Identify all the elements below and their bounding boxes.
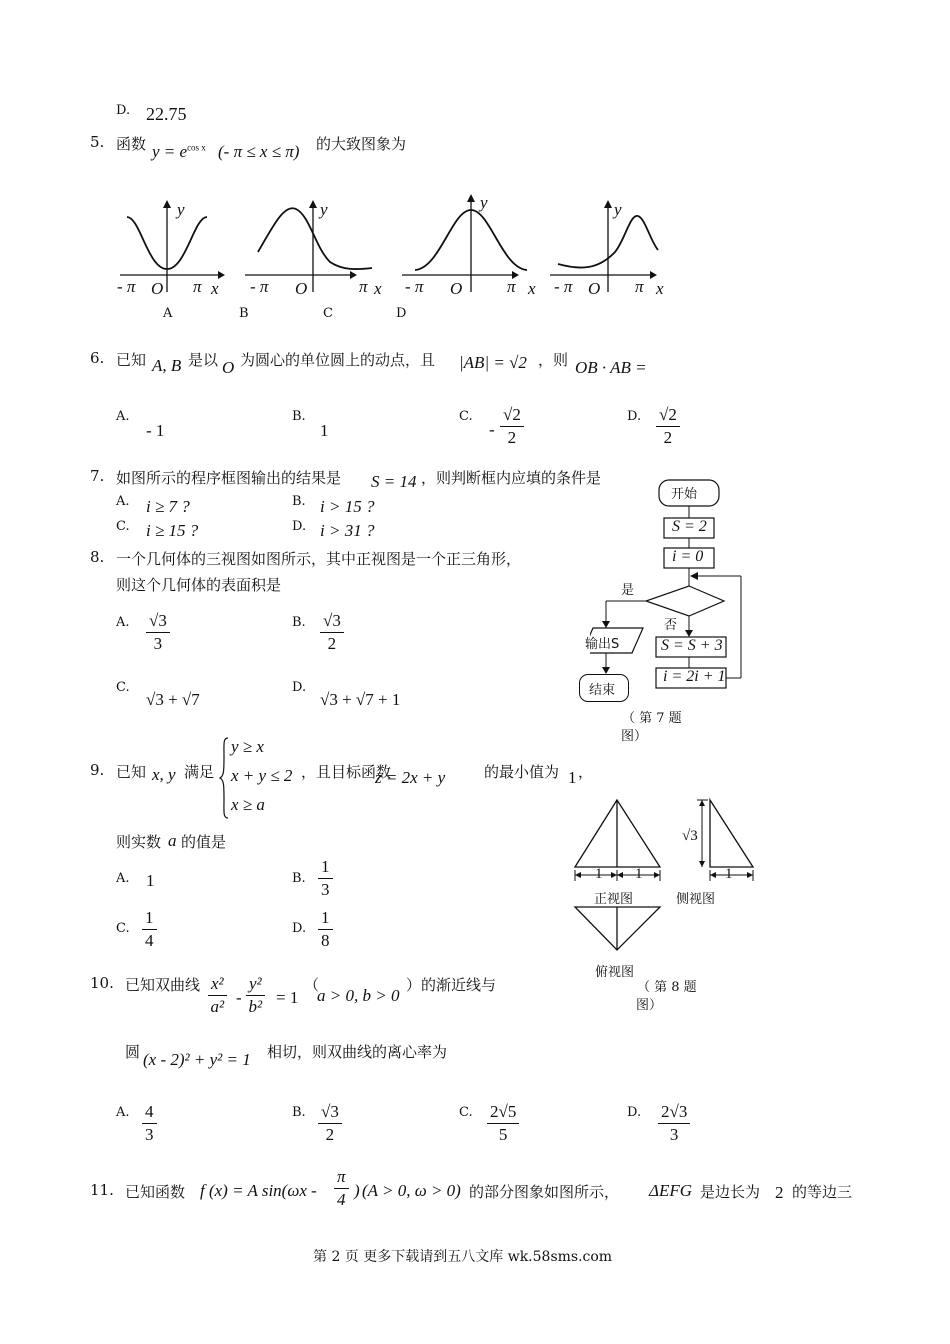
- front-view-dim-right: 1: [635, 866, 643, 882]
- q7-text: 如图所示的程序框图输出的结果是: [116, 469, 342, 487]
- q10-option-b-label: B.: [292, 1105, 306, 1120]
- flow-init-s-text: S = 2: [672, 518, 707, 535]
- graph-c-y-label: y: [480, 193, 488, 212]
- flow-start-text: 开始: [671, 487, 698, 502]
- q10-hyperbola-y-term: $\frac{\text{y²}}{\text{b²}}$: [246, 973, 265, 1018]
- graph-c-x-label: x: [528, 279, 536, 298]
- q10-text-1: 已知双曲线: [125, 976, 201, 994]
- q10-number: 10.: [90, 974, 114, 992]
- q9-option-b-label: B.: [292, 871, 306, 886]
- graph-d-x-label: x: [656, 279, 664, 298]
- q7-option-c-label: C.: [116, 519, 130, 534]
- q9-option-d-label: D.: [292, 921, 307, 936]
- q6-option-d-fraction: $\frac{√2}{2}$: [656, 404, 680, 449]
- q8-option-a-fraction: $\frac{√3}{3}$: [146, 610, 170, 655]
- q4-option-d-label: D.: [116, 103, 131, 118]
- q6-o: O: [222, 358, 235, 377]
- q8-caption-2: 图）: [636, 998, 663, 1013]
- q9-system-line-2: x + y ≤ 2: [231, 766, 293, 785]
- q9-text-2: 满足: [184, 763, 215, 781]
- q11-condition: (A > 0, ω > 0): [362, 1181, 461, 1200]
- q8-option-c-value: √3 + √7: [146, 690, 200, 709]
- q9-option-a-label: A.: [116, 871, 130, 886]
- flow-no-arrow: [685, 630, 693, 637]
- q5-number: 5.: [90, 133, 105, 151]
- graph-a-neg-pi: - π: [117, 277, 136, 296]
- q7-number: 7.: [90, 467, 105, 485]
- q8-option-b-label: B.: [292, 615, 306, 630]
- flow-update-i-text: i = 2i + 1: [663, 668, 726, 685]
- q7-caption-2: 图）: [621, 729, 648, 744]
- top-view-label: 俯视图: [595, 965, 635, 980]
- flow-output-text: 输出S: [585, 637, 620, 652]
- q6-option-b-value: 1: [320, 421, 329, 440]
- q10-line-2-b: 相切，则双曲线的离心率为: [267, 1043, 448, 1061]
- graph-d-y-arrow: [604, 200, 612, 208]
- graph-b-pi: π: [359, 277, 368, 296]
- side-view-height: √3: [682, 828, 698, 844]
- q10-option-b-fraction: $\frac{√3}{2}$: [318, 1101, 342, 1146]
- q11-function: f (x) = A sin(ωx -: [200, 1181, 317, 1200]
- q6-text-1: 已知: [116, 351, 147, 369]
- graph-label-d: D: [396, 306, 407, 321]
- graph-b-neg-pi: - π: [250, 277, 269, 296]
- graph-c-origin: O: [450, 279, 463, 298]
- q7-s-expr: S = 14: [371, 472, 417, 491]
- q9-number: 9.: [90, 761, 105, 779]
- flow-update-s-text: S = S + 3: [661, 637, 723, 654]
- graph-a-x-arrow: [218, 271, 225, 279]
- q6-text-3: 为圆心的单位圆上的动点，且: [240, 351, 436, 369]
- graph-b-origin: O: [295, 279, 308, 298]
- graph-label-b: B: [239, 306, 249, 321]
- q6-abs-expr: |AB| = √2: [459, 353, 527, 372]
- q5-formula: $y = e^{cos x}$: [152, 142, 206, 161]
- q10-option-d-fraction: $\frac{2√3}{3}$: [658, 1101, 690, 1146]
- q8-line-1: 一个几何体的三视图如图所示，其中正视图是一个正三角形，: [116, 550, 522, 568]
- flow-no-text: 否: [664, 618, 678, 633]
- q11-text-2: 的部分图象如图所示，: [469, 1183, 620, 1201]
- graph-label-a: A: [163, 306, 173, 321]
- q9-line-2-a: 则实数: [116, 833, 162, 851]
- q7-option-d-label: D.: [292, 519, 307, 534]
- flow-yes-text: 是: [621, 583, 635, 598]
- graph-label-c: C: [323, 306, 333, 321]
- q10-circle: (x - 2)² + y² = 1: [143, 1050, 251, 1069]
- q4-option-d-value: 22.75: [146, 104, 187, 124]
- q6-number: 6.: [90, 349, 105, 367]
- q9-system-brace: [218, 736, 230, 820]
- flow-yes-arrow: [602, 621, 610, 628]
- q8-number: 8.: [90, 548, 105, 566]
- q10-minus: -: [236, 988, 242, 1007]
- q8-option-c-label: C.: [116, 680, 130, 695]
- q11-text-3: 是边长为: [700, 1183, 761, 1201]
- q7-option-b-value: i > 15 ?: [320, 497, 375, 516]
- q9-line-2-b: 的值是: [181, 833, 227, 851]
- graph-a: [120, 200, 225, 292]
- q9-option-c-label: C.: [116, 921, 130, 936]
- q11-number: 11.: [90, 1181, 114, 1199]
- graph-a-origin: O: [151, 279, 164, 298]
- q6-text-2: 是以: [188, 351, 219, 369]
- q11-text-1: 已知函数: [125, 1183, 186, 1201]
- q9-line-2-var: a: [168, 831, 177, 850]
- q9-option-c-fraction: $\frac{1}{4}$: [142, 907, 157, 952]
- graph-a-y-arrow: [163, 200, 171, 208]
- q6-option-c-sign: -: [489, 420, 495, 439]
- q10-option-d-label: D.: [627, 1105, 642, 1120]
- graph-a-y-label: y: [177, 200, 185, 219]
- flow-decision-diamond: [646, 586, 724, 616]
- flow-loop-arrow: [690, 572, 698, 580]
- q10-equals-one: = 1: [276, 988, 299, 1007]
- q5-domain: (- π ≤ x ≤ π): [218, 142, 300, 161]
- page-footer: 第 2 页 更多下载请到五八文库 wk.58sms.com: [313, 1249, 613, 1265]
- q10-option-c-fraction: $\frac{2√5}{5}$: [487, 1101, 519, 1146]
- graph-b-y-label: y: [320, 200, 328, 219]
- q11-text-4: 的等边三: [792, 1183, 853, 1201]
- q10-paren-left: （: [304, 976, 320, 994]
- front-view-label: 正视图: [594, 892, 634, 907]
- q7-option-c-value: i ≥ 15 ?: [146, 521, 199, 540]
- q9-text-4: 的最小值为: [484, 763, 560, 781]
- q6-ab: A, B: [152, 356, 182, 375]
- q9-option-a-value: 1: [146, 871, 155, 890]
- q6-option-a-value: - 1: [146, 421, 165, 440]
- q8-caption-1: （ 第 8 题: [637, 980, 697, 995]
- graph-b-x-arrow: [350, 271, 357, 279]
- q5-suffix: 的大致图象为: [316, 135, 407, 153]
- q8-option-b-fraction: $\frac{√3}{2}$: [320, 610, 344, 655]
- graph-d-origin: O: [588, 279, 601, 298]
- q7-option-a-value: i ≥ 7 ?: [146, 497, 190, 516]
- q9-option-d-fraction: $\frac{1}{8}$: [318, 907, 333, 952]
- q11-close-paren: ): [354, 1181, 360, 1200]
- graph-b-y-arrow: [309, 200, 317, 208]
- graph-c-y-arrow: [467, 194, 475, 202]
- q9-objective: z = 2x + y: [375, 768, 446, 787]
- q7-caption-1: （ 第 7 题: [622, 711, 682, 726]
- q10-line-2-a: 圆: [125, 1043, 141, 1061]
- front-view-dim-left: 1: [595, 866, 603, 882]
- q11-pi-over-4: $\frac{\pi}{4}$: [334, 1166, 349, 1211]
- q5-prefix: 函数: [116, 135, 147, 153]
- graph-b-x-label: x: [374, 279, 382, 298]
- q9-text-5: ，: [578, 763, 594, 781]
- q10-option-a-fraction: $\frac{4}{3}$: [142, 1101, 157, 1146]
- q7-option-b-label: B.: [292, 494, 306, 509]
- q8-option-a-label: A.: [116, 615, 130, 630]
- graph-d-pi: π: [635, 277, 644, 296]
- q9-text-1: 已知: [116, 763, 147, 781]
- q8-option-d-value: √3 + √7 + 1: [320, 690, 401, 709]
- flow-end-text: 结束: [589, 683, 616, 698]
- q10-condition: a > 0, b > 0: [317, 986, 400, 1005]
- q9-text-3: ，且目标函数: [301, 763, 392, 781]
- q7-option-d-value: i > 31 ?: [320, 521, 375, 540]
- q9-system-line-1: y ≥ x: [231, 737, 264, 756]
- q9-system-line-3: x ≥ a: [231, 795, 265, 814]
- q11-triangle: ΔEFG: [649, 1181, 693, 1200]
- side-view-dim-bottom: 1: [725, 866, 733, 882]
- q9-option-b-fraction: $\frac{1}{3}$: [318, 856, 333, 901]
- q6-option-d-label: D.: [627, 409, 642, 424]
- q6-text-4: ，则: [538, 351, 569, 369]
- flow-output-arrow: [602, 667, 610, 674]
- graph-a-x-label: x: [211, 279, 219, 298]
- q6-option-c-label: C.: [459, 409, 473, 424]
- q9-min-value: 1: [568, 768, 577, 787]
- graph-c-neg-pi: - π: [405, 277, 424, 296]
- q7-option-a-label: A.: [116, 494, 130, 509]
- q10-option-c-label: C.: [459, 1105, 473, 1120]
- graph-c-pi: π: [507, 277, 516, 296]
- q8-option-d-label: D.: [292, 680, 307, 695]
- graph-a-pi: π: [193, 277, 202, 296]
- graph-d-neg-pi: - π: [554, 277, 573, 296]
- graph-d-x-arrow: [650, 271, 657, 279]
- q6-expr: OB · AB =: [575, 358, 647, 377]
- graph-b-curve: [258, 208, 372, 269]
- q10-hyperbola-x-term: $\frac{\text{x²}}{\text{a²}}$: [208, 973, 227, 1018]
- q7-text-2: ，则判断框内应填的条件是: [421, 469, 602, 487]
- side-view-label: 侧视图: [676, 892, 716, 907]
- q10-text-2: ）的渐近线与: [406, 976, 497, 994]
- q6-option-c-fraction: $\frac{√2}{2}$: [500, 404, 524, 449]
- flow-init-i-text: i = 0: [672, 548, 704, 565]
- q10-option-a-label: A.: [116, 1105, 130, 1120]
- graph-d-y-label: y: [614, 200, 622, 219]
- q8-line-2: 则这个几何体的表面积是: [116, 576, 282, 594]
- q11-side-length: 2: [775, 1183, 784, 1202]
- q9-vars: x, y: [152, 765, 176, 784]
- q6-option-b-label: B.: [292, 409, 306, 424]
- side-view-triangle: [710, 800, 753, 867]
- q6-option-a-label: A.: [116, 409, 130, 424]
